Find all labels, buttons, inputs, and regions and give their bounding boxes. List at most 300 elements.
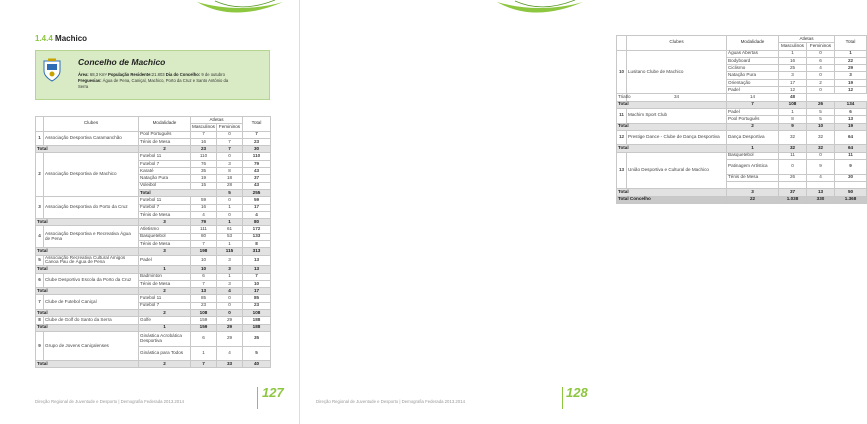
club-name: Machim Sport Club <box>627 108 727 123</box>
male-count <box>779 181 807 188</box>
female-count: 0 <box>807 152 835 159</box>
male-count: 111 <box>191 226 217 233</box>
total-label: Total <box>36 146 139 153</box>
table-row <box>617 108 867 115</box>
row-total: 43 <box>243 182 271 189</box>
row-total: 9 <box>835 160 867 175</box>
total-row <box>36 219 271 226</box>
modality: Ciclismo <box>727 65 779 72</box>
female-total: 115 <box>217 248 243 255</box>
male-total: 79 <box>191 219 217 226</box>
club-index: 11 <box>617 108 627 123</box>
club-index: 2 <box>36 153 44 197</box>
total-label: Total Concelho <box>617 196 727 203</box>
row-total: 22 <box>835 57 867 64</box>
modality: Padel <box>139 255 191 266</box>
female-count: 3 <box>217 280 243 287</box>
male-count: 25 <box>779 65 807 72</box>
grand-total-row <box>617 196 867 203</box>
female-total: 4 <box>217 288 243 295</box>
modality: Voleibol <box>139 182 191 189</box>
footer-text: Direção Regional de Juventude e Desporto | Demografia Federada 2013.2014 <box>316 399 465 404</box>
modality-count: 5 <box>217 189 243 196</box>
table-row <box>36 131 271 138</box>
total-label: Total <box>36 248 139 255</box>
row-total: 37 <box>243 175 271 182</box>
row-total: 13 <box>835 116 867 123</box>
female-total: 13 <box>807 189 835 196</box>
header-modalidade: Modalidade <box>727 36 779 51</box>
header-index <box>36 117 44 132</box>
modality-count: 22 <box>727 196 779 203</box>
clubs-table-left <box>35 116 271 368</box>
modality-count: 1 <box>139 324 191 331</box>
total-label: Total <box>617 101 727 108</box>
council-info-box <box>35 50 270 100</box>
male-count: 15 <box>191 182 217 189</box>
male-total: 159 <box>191 324 217 331</box>
page-right <box>300 0 857 424</box>
male-count: 23 <box>191 302 217 309</box>
male-count: 1 <box>779 50 807 57</box>
club-name: Prestige Dance - Clube de Dança Desportiva <box>627 130 727 145</box>
modality: Padel <box>727 108 779 115</box>
female-count: 0 <box>217 197 243 204</box>
club-index: 3 <box>36 197 44 219</box>
male-count: 35 <box>191 168 217 175</box>
club-index: 7 <box>36 295 44 310</box>
row-total: 17 <box>243 204 271 211</box>
row-total: 10 <box>243 280 271 287</box>
club-name: União Desportiva e Cultural de Machico <box>627 152 727 188</box>
female-count: 5 <box>807 108 835 115</box>
modality-count: 2 <box>727 123 779 130</box>
male-count: 0 <box>779 160 807 175</box>
female-count: 0 <box>217 153 243 160</box>
female-count: 4 <box>217 346 243 361</box>
male-total: 1.038 <box>779 196 807 203</box>
female-total: 3 <box>217 266 243 273</box>
header-masculinos: Masculinos <box>779 43 807 50</box>
table-row <box>36 255 271 266</box>
male-count: 76 <box>191 160 217 167</box>
male-total: 32 <box>779 145 807 152</box>
page-number: 127 <box>262 385 284 400</box>
modality: Futebol 7 <box>139 204 191 211</box>
table-row <box>36 153 271 160</box>
row-total: 64 <box>835 130 867 145</box>
row-total: 12 <box>835 87 867 94</box>
female-count: 4 <box>807 65 835 72</box>
modality: Ténis de Mesa <box>139 241 191 248</box>
male-count: 16 <box>191 204 217 211</box>
female-count: 32 <box>807 130 835 145</box>
row-total: 85 <box>243 295 271 302</box>
row-total: 48 <box>779 94 807 101</box>
club-name: Associação Desportiva Caramanchão <box>44 131 139 146</box>
modality-count: 2 <box>139 146 191 153</box>
table-row <box>36 226 271 233</box>
row-total: 19 <box>835 79 867 86</box>
header-clubes: Clubes <box>627 36 727 51</box>
overall-total: 134 <box>835 101 867 108</box>
overall-total: 80 <box>243 219 271 226</box>
row-total: 23 <box>243 138 271 145</box>
total-label: Total <box>36 219 139 226</box>
female-total: 7 <box>217 146 243 153</box>
male-count: 19 <box>191 175 217 182</box>
box-line-parishes <box>78 78 228 83</box>
modality-count: 3 <box>727 189 779 196</box>
male-count: 59 <box>191 197 217 204</box>
header-total: Total <box>835 36 867 51</box>
modality: Atletismo <box>139 226 191 233</box>
club-index: 5 <box>36 255 44 266</box>
modality-count: 2 <box>139 288 191 295</box>
female-count: 0 <box>217 295 243 302</box>
male-count: 80 <box>191 233 217 240</box>
club-index: 12 <box>617 130 627 145</box>
total-row <box>36 361 271 368</box>
header-atletas: Atletas <box>779 36 835 43</box>
total-row <box>617 123 867 130</box>
male-count: 32 <box>779 130 807 145</box>
modality-count: 2 <box>139 310 191 317</box>
female-count: 0 <box>217 211 243 218</box>
total-label: Total <box>36 324 139 331</box>
male-count: 159 <box>191 317 217 324</box>
overall-total: 64 <box>835 145 867 152</box>
female-count: 1 <box>217 241 243 248</box>
row-total: 35 <box>243 331 271 346</box>
section-number: 1.4.4 <box>35 34 53 43</box>
club-name: Clube Desportivo Escola da Porto da Cruz <box>44 273 139 288</box>
overall-total: 108 <box>243 310 271 317</box>
leaf-decoration-icon <box>495 0 585 18</box>
modality: Ténis de Mesa <box>139 211 191 218</box>
female-count: 8 <box>217 168 243 175</box>
row-total: 79 <box>243 160 271 167</box>
total-row <box>36 324 271 331</box>
stat-value: 9 de outubro <box>200 72 225 77</box>
overall-total: 13 <box>243 266 271 273</box>
male-count: 10 <box>191 255 217 266</box>
overall-total: 40 <box>243 361 271 368</box>
modality: Pool Português <box>727 116 779 123</box>
table-row <box>617 152 867 159</box>
row-total: 8 <box>243 241 271 248</box>
female-count: 29 <box>217 317 243 324</box>
modality: Natação Pura <box>727 72 779 79</box>
male-count: 7 <box>191 131 217 138</box>
table-header-row <box>617 36 867 43</box>
stat-label: Área: <box>78 72 89 77</box>
female-count: 3 <box>217 160 243 167</box>
male-count: 6 <box>191 273 217 280</box>
female-count: 61 <box>217 226 243 233</box>
modality: Águas Abertas <box>727 50 779 57</box>
modality-count: 3 <box>139 248 191 255</box>
male-total: 255 <box>243 189 271 196</box>
male-count: 12 <box>779 87 807 94</box>
male-total: 108 <box>191 310 217 317</box>
female-count: 53 <box>217 233 243 240</box>
modality: Padel <box>727 87 779 94</box>
club-index: 8 <box>36 317 44 324</box>
footer-text: Direção Regional de Juventude e Desporto | Demografia Federada 2013.2014 <box>35 399 184 404</box>
club-name: Lusitano Clube de Machico <box>627 50 727 94</box>
modality-count: 2 <box>139 361 191 368</box>
club-name: Grupo de Jovens Caniçalenses <box>44 331 139 360</box>
male-total: 10 <box>191 266 217 273</box>
female-total: 330 <box>807 196 835 203</box>
female-count: 14 <box>727 94 779 101</box>
modality-count: 3 <box>139 219 191 226</box>
table-row <box>36 317 271 324</box>
modality <box>727 181 779 188</box>
club-name: Associação Desportiva de Machico <box>44 153 139 197</box>
total-label: Total <box>617 123 727 130</box>
male-count: 85 <box>191 295 217 302</box>
row-total: 7 <box>243 131 271 138</box>
overall-total: 19 <box>835 123 867 130</box>
table-row <box>36 295 271 302</box>
club-index: 6 <box>36 273 44 288</box>
table-row <box>36 197 271 204</box>
female-count: 4 <box>807 174 835 181</box>
page-divider <box>257 387 258 409</box>
modality: Ténis de Mesa <box>727 174 779 181</box>
male-count: 1 <box>779 108 807 115</box>
row-total: 6 <box>835 108 867 115</box>
total-row <box>36 266 271 273</box>
row-total: 7 <box>243 273 271 280</box>
total-row <box>617 145 867 152</box>
total-row <box>617 189 867 196</box>
club-name: Associação Desportiva e Recreativa Água de Pena <box>44 226 139 248</box>
male-count: 26 <box>779 174 807 181</box>
male-total: 9 <box>779 123 807 130</box>
header-femininos: Femininos <box>217 124 243 131</box>
row-total: 188 <box>243 317 271 324</box>
male-count: 8 <box>779 116 807 123</box>
modality-count: 1 <box>139 266 191 273</box>
modality-count: 7 <box>727 101 779 108</box>
stat-label: População Residente: <box>108 72 152 77</box>
modality: Orientação <box>727 79 779 86</box>
box-line-stats <box>78 72 225 77</box>
female-count: 0 <box>807 72 835 79</box>
female-total: 1 <box>217 219 243 226</box>
clubs-table-right <box>616 35 867 204</box>
section-title: Machico <box>55 34 88 43</box>
modality: Futebol 7 <box>139 160 191 167</box>
header-femininos: Femininos <box>807 43 835 50</box>
table-row <box>36 273 271 280</box>
stat-label: Dia do Concelho: <box>165 72 201 77</box>
club-name: Associação Recreativa Cultural Amigos Canoa Pau de Água de Pena <box>44 255 139 266</box>
box-line-parishes-cont: Serra <box>78 84 89 89</box>
total-label: Total <box>36 266 139 273</box>
header-total: Total <box>243 117 271 132</box>
modality: Pool Português <box>139 131 191 138</box>
row-total: 43 <box>243 168 271 175</box>
male-count: 34 <box>627 94 727 101</box>
male-total: 198 <box>191 248 217 255</box>
modality-count: 1 <box>727 145 779 152</box>
total-row <box>36 146 271 153</box>
female-count: 5 <box>807 116 835 123</box>
modality: Ténis de Mesa <box>139 280 191 287</box>
male-count: 7 <box>191 241 217 248</box>
female-count: 1 <box>217 273 243 280</box>
row-total: 13 <box>243 255 271 266</box>
male-count: 6 <box>191 331 217 346</box>
total-label: Total <box>36 288 139 295</box>
table-row <box>36 331 271 346</box>
modality: Badminton <box>139 273 191 280</box>
female-count: 0 <box>217 302 243 309</box>
header-clubes: Clubes <box>44 117 139 132</box>
overall-total: 30 <box>243 146 271 153</box>
total-label: Total <box>139 189 217 196</box>
female-count: 6 <box>807 57 835 64</box>
modality: Ginástica para Todos <box>139 346 191 361</box>
male-total: 23 <box>191 146 217 153</box>
club-name: Clube de Golf do Santo da Serra <box>44 317 139 324</box>
table-header-row <box>36 117 271 124</box>
overall-total: 188 <box>243 324 271 331</box>
female-count: 9 <box>807 160 835 175</box>
modality: Basquetebol <box>139 233 191 240</box>
stat-value: 21.803 <box>151 72 166 77</box>
modality: Karaté <box>139 168 191 175</box>
club-index: 10 <box>617 50 627 94</box>
header-modalidade: Modalidade <box>139 117 191 132</box>
female-total: 10 <box>807 123 835 130</box>
overall-total: 1.368 <box>835 196 867 203</box>
female-count: 1 <box>217 204 243 211</box>
row-total: 23 <box>243 302 271 309</box>
page-number: 128 <box>566 385 588 400</box>
modality: Patinagem Artística <box>727 160 779 175</box>
section-heading <box>35 34 87 43</box>
stat-value: 68,3 Km² <box>88 72 109 77</box>
row-total: 59 <box>243 197 271 204</box>
modality: Ginástica Acrobática Desportiva <box>139 331 191 346</box>
male-count: 4 <box>191 211 217 218</box>
leaf-decoration-icon <box>195 0 285 18</box>
header-masculinos: Masculinos <box>191 124 217 131</box>
row-total: 5 <box>243 346 271 361</box>
modality: Ténis de Mesa <box>139 138 191 145</box>
male-count: 110 <box>191 153 217 160</box>
male-count: 1 <box>191 346 217 361</box>
row-total: 30 <box>835 174 867 181</box>
male-total: 13 <box>191 288 217 295</box>
male-count: 16 <box>779 57 807 64</box>
row-total: 11 <box>835 152 867 159</box>
row-total: 172 <box>243 226 271 233</box>
modality: Basquetebol <box>727 152 779 159</box>
modality: Bodyboard <box>727 57 779 64</box>
female-count: 0 <box>807 87 835 94</box>
parishes-label: Freguesias: <box>78 78 102 83</box>
table-row <box>617 94 867 101</box>
female-count: 28 <box>217 182 243 189</box>
total-row <box>36 288 271 295</box>
page-left <box>0 0 300 424</box>
club-index: 1 <box>36 131 44 146</box>
modality: Dança Desportiva <box>727 130 779 145</box>
club-name: Associação Desportiva do Porto da Cruz <box>44 197 139 219</box>
male-count: 11 <box>779 152 807 159</box>
club-name: Clube de Futebol Caniçal <box>44 295 139 310</box>
modality: Futebol 11 <box>139 197 191 204</box>
table-row <box>617 130 867 145</box>
row-total: 29 <box>835 65 867 72</box>
female-total: 0 <box>217 310 243 317</box>
female-total: 33 <box>217 361 243 368</box>
parishes-value: Água de Pena, Caniçal, Machico, Porto da Cruz e Santo António da <box>101 78 229 83</box>
box-title: Concelho de Machico <box>78 57 166 67</box>
row-total: 4 <box>243 211 271 218</box>
total-row <box>36 310 271 317</box>
total-label: Total <box>617 145 727 152</box>
club-index: 9 <box>36 331 44 360</box>
female-count: 0 <box>217 131 243 138</box>
male-count: 7 <box>191 280 217 287</box>
female-total: 32 <box>807 145 835 152</box>
male-count: 16 <box>191 138 217 145</box>
female-count: 2 <box>807 79 835 86</box>
male-total: 37 <box>779 189 807 196</box>
club-index: 4 <box>36 226 44 248</box>
modality: Futebol 7 <box>139 302 191 309</box>
female-count <box>807 181 835 188</box>
total-label: Total <box>36 361 139 368</box>
female-total: 29 <box>217 324 243 331</box>
coat-of-arms-icon <box>42 58 62 82</box>
total-row <box>617 101 867 108</box>
modality: Triatlo <box>617 94 627 101</box>
modality: Futebol 11 <box>139 153 191 160</box>
modality: Futebol 11 <box>139 295 191 302</box>
male-count: 3 <box>779 72 807 79</box>
row-total <box>835 181 867 188</box>
female-count: 7 <box>217 138 243 145</box>
overall-total: 50 <box>835 189 867 196</box>
male-total: 7 <box>191 361 217 368</box>
male-total: 108 <box>779 101 807 108</box>
female-count: 3 <box>217 255 243 266</box>
row-total: 133 <box>243 233 271 240</box>
modality: Natação Pura <box>139 175 191 182</box>
female-total: 26 <box>807 101 835 108</box>
total-label: Total <box>36 310 139 317</box>
male-count: 17 <box>779 79 807 86</box>
female-count: 29 <box>217 331 243 346</box>
page-divider <box>562 387 563 409</box>
header-index <box>617 36 627 51</box>
total-label: Total <box>617 189 727 196</box>
female-count: 18 <box>217 175 243 182</box>
row-total: 110 <box>243 153 271 160</box>
header-atletas: Atletas <box>191 117 243 124</box>
modality: Golfe <box>139 317 191 324</box>
row-total: 1 <box>835 50 867 57</box>
club-index: 13 <box>617 152 627 188</box>
